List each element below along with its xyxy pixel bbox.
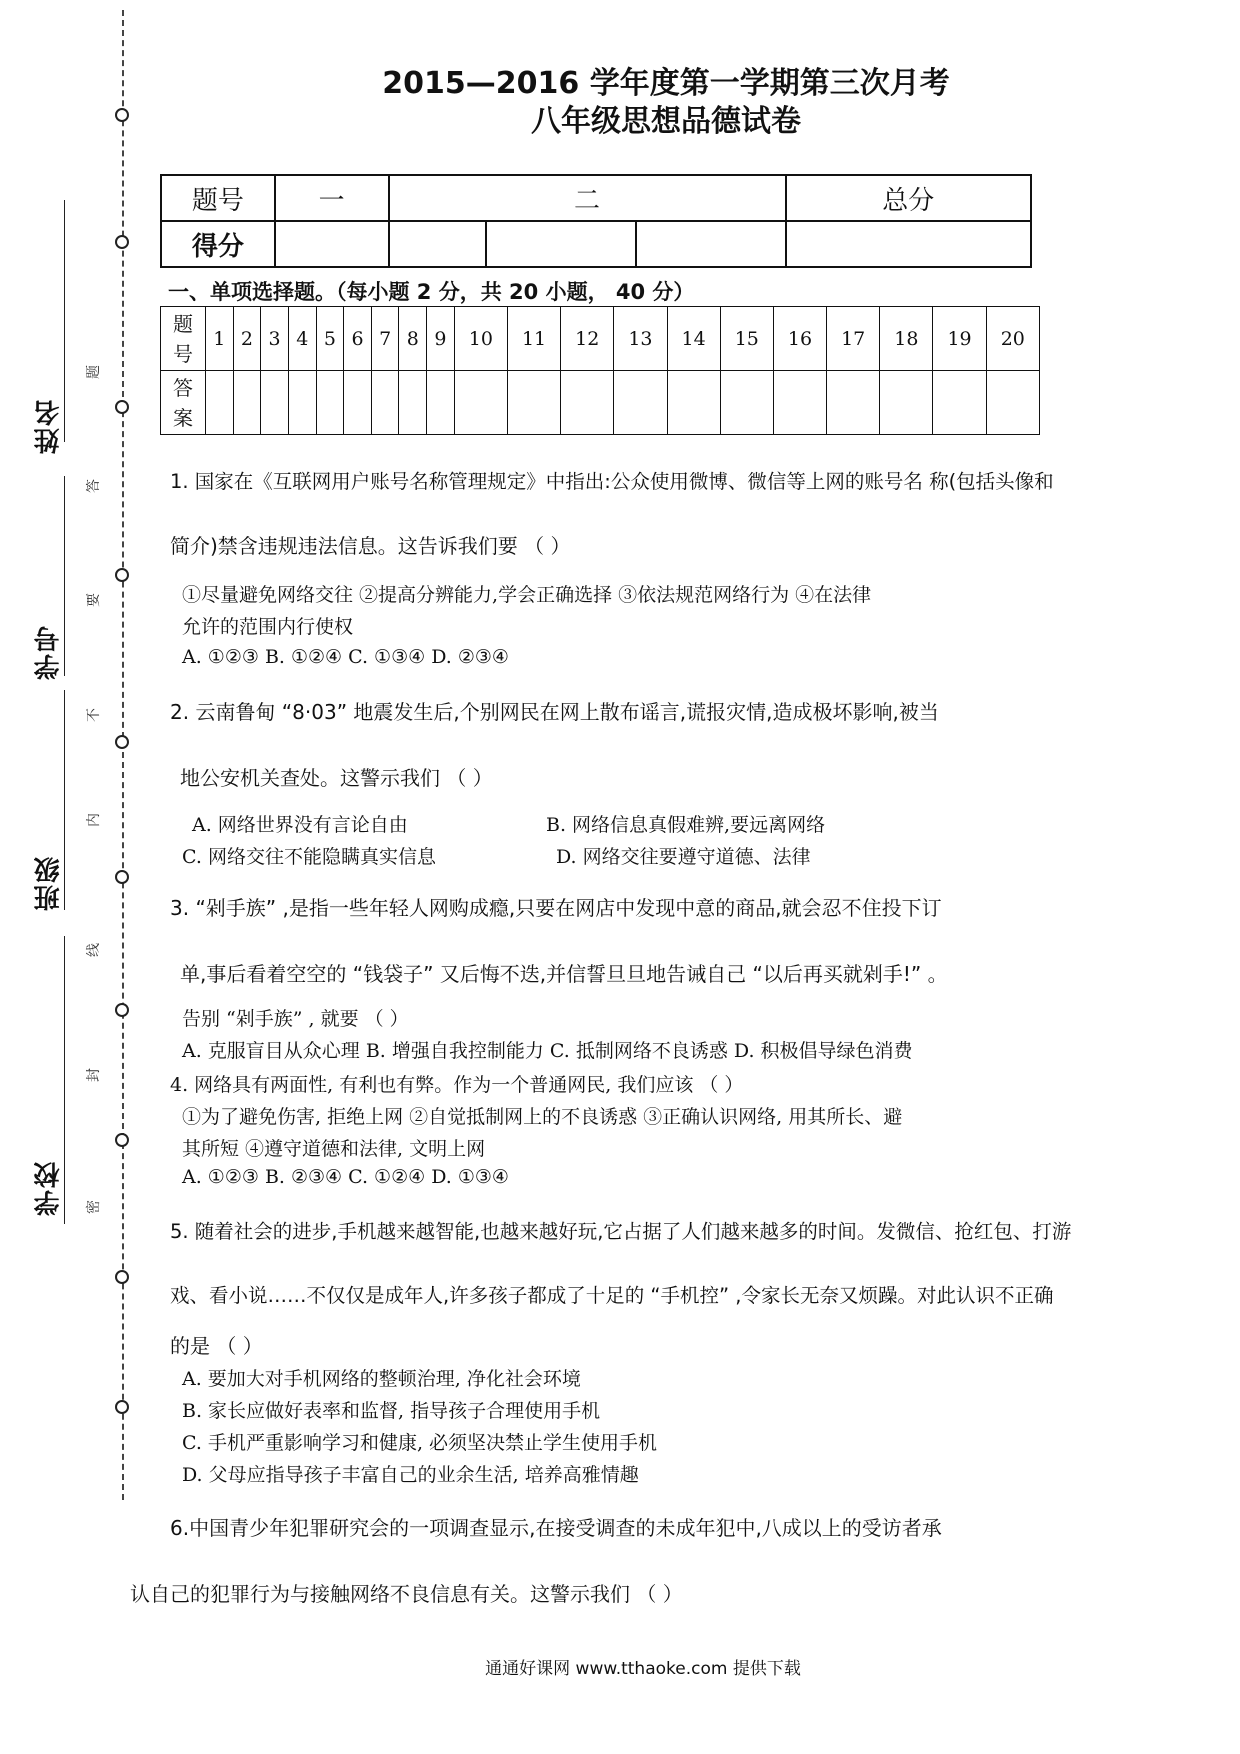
question-4-stem: 4. 网络具有两面性, 有利也有弊。作为一个普通网民, 我们应该 （ ） <box>170 1074 744 1096</box>
question-2-choice-d: D. 网络交往要遵守道德、法律 <box>556 846 811 868</box>
answer-grid-number: 10 <box>454 307 507 371</box>
answer-grid-row-label: 答 案 <box>161 371 206 435</box>
question-3-stem-end: 告别 “剁手族” , 就要 （ ） <box>182 1008 409 1030</box>
answer-grid-number: 18 <box>880 307 933 371</box>
answer-cell[interactable] <box>288 371 316 435</box>
answer-cell[interactable] <box>316 371 344 435</box>
question-4-options-cont: 其所短 ④遵守道德和法律, 文明上网 <box>182 1138 486 1160</box>
score-cell[interactable] <box>636 221 786 267</box>
answer-grid-number: 4 <box>288 307 316 371</box>
answer-cell[interactable] <box>344 371 372 435</box>
answer-cell[interactable] <box>261 371 289 435</box>
school-field-label: 学校 <box>34 1160 64 1216</box>
score-cell[interactable] <box>389 221 487 267</box>
answer-grid-number: 5 <box>316 307 344 371</box>
answer-cell[interactable] <box>427 371 455 435</box>
question-1-options: ①尽量避免网络交往 ②提高分辨能力,学会正确选择 ③依法规范网络行为 ④在法律 <box>182 584 872 606</box>
score-header-part-2: 二 <box>389 175 786 221</box>
question-4-options: ①为了避免伤害, 拒绝上网 ②自觉抵制网上的不良诱惑 ③正确认识网络, 用其所长、避 <box>182 1106 903 1128</box>
answer-cell[interactable] <box>206 371 234 435</box>
score-header-total: 总分 <box>786 175 1031 221</box>
seal-char: 要 <box>86 593 102 607</box>
seal-char: 不 <box>86 708 102 722</box>
answer-grid-row-label: 题 号 <box>161 307 206 371</box>
question-2-choice-a: A. 网络世界没有言论自由 <box>192 814 408 836</box>
binding-hole <box>115 400 129 414</box>
seal-char: 线 <box>86 943 102 957</box>
answer-cell[interactable] <box>773 371 826 435</box>
score-cell[interactable] <box>786 221 1031 267</box>
question-1-stem: 1. 国家在《互联网用户账号名称管理规定》中指出:公众使用微博、微信等上网的账号名 称(包括头像和 <box>170 470 1054 493</box>
question-1-options-cont: 允许的范围内行使权 <box>182 616 354 638</box>
score-header-question-no: 题号 <box>161 175 275 221</box>
exam-subtitle: 八年级思想品德试卷 <box>531 104 801 139</box>
question-2-choice-b: B. 网络信息真假难辨,要远离网络 <box>546 814 826 836</box>
question-5-choice-c: C. 手机严重影响学习和健康, 必须坚决禁止学生使用手机 <box>182 1432 658 1454</box>
answer-cell[interactable] <box>371 371 399 435</box>
exam-title: 2015—2016 学年度第一学期第三次月考 <box>382 66 950 101</box>
question-2-stem-cont: 地公安机关查处。这警示我们 （ ） <box>180 766 493 790</box>
answer-grid <box>160 306 1040 435</box>
question-5-choice-d: D. 父母应指导孩子丰富自己的业余生活, 培养高雅情趣 <box>182 1464 639 1486</box>
score-row-label: 得分 <box>161 221 275 267</box>
binding-hole <box>115 1003 129 1017</box>
answer-grid-number: 2 <box>233 307 261 371</box>
answer-cell[interactable] <box>233 371 261 435</box>
answer-cell[interactable] <box>933 371 986 435</box>
answer-cell[interactable] <box>507 371 560 435</box>
answer-grid-number: 19 <box>933 307 986 371</box>
question-4-choices: A. ①②③ B. ②③④ C. ①②④ D. ①③④ <box>182 1166 509 1188</box>
question-3-stem-cont: 单,事后看着空空的 “钱袋子” 又后悔不迭,并信誓旦旦地告诫自己 “以后再买就剁手!” 。 <box>180 962 948 986</box>
binding-hole <box>115 735 129 749</box>
question-5-stem-cont: 戏、看小说……不仅仅是成年人,许多孩子都成了十足的 “手机控” ,令家长无奈又烦躁。对此认识不正确 <box>170 1284 1054 1307</box>
page-footer: 通通好课网 www.tthaoke.com 提供下载 <box>485 1659 801 1679</box>
question-2-choice-c: C. 网络交往不能隐瞒真实信息 <box>182 846 436 868</box>
answer-grid-number: 6 <box>344 307 372 371</box>
question-1-choices: A. ①②③ B. ①②④ C. ①③④ D. ②③④ <box>182 646 509 668</box>
answer-cell[interactable] <box>880 371 933 435</box>
seal-char: 题 <box>86 365 102 379</box>
answer-cell[interactable] <box>454 371 507 435</box>
section-heading: 一、单项选择题。（每小题 2 分，共 20 小题， 40 分） <box>168 280 695 304</box>
answer-cell[interactable] <box>399 371 427 435</box>
answer-cell[interactable] <box>561 371 614 435</box>
answer-grid-number: 7 <box>371 307 399 371</box>
answer-grid-number: 1 <box>206 307 234 371</box>
question-6-stem-cont: 认自己的犯罪行为与接触网络不良信息有关。这警示我们 （ ） <box>130 1582 683 1606</box>
answer-grid-number: 14 <box>667 307 720 371</box>
answer-cell[interactable] <box>614 371 667 435</box>
seal-char: 密 <box>86 1200 102 1214</box>
binding-hole <box>115 870 129 884</box>
answer-cell[interactable] <box>667 371 720 435</box>
answer-grid-number: 17 <box>827 307 880 371</box>
binding-hole <box>115 235 129 249</box>
name-field-label: 姓名 <box>34 398 64 454</box>
answer-cell[interactable] <box>827 371 880 435</box>
score-table <box>160 174 1032 268</box>
answer-grid-number: 11 <box>507 307 560 371</box>
binding-hole <box>115 1400 129 1414</box>
seal-char: 答 <box>86 479 102 493</box>
question-6-stem: 6.中国青少年犯罪研究会的一项调查显示,在接受调查的未成年犯中,八成以上的受访者承 <box>170 1516 942 1540</box>
student-number-field-label: 学号 <box>34 624 64 680</box>
question-5-choice-a: A. 要加大对手机网络的整顿治理, 净化社会环境 <box>182 1368 581 1390</box>
answer-grid-number: 13 <box>614 307 667 371</box>
answer-grid-number: 3 <box>261 307 289 371</box>
class-field-label: 班级 <box>34 855 64 911</box>
answer-cell[interactable] <box>720 371 773 435</box>
answer-grid-number: 9 <box>427 307 455 371</box>
question-1-stem-cont: 简介)禁含违规违法信息。这告诉我们要 （ ） <box>170 534 571 558</box>
score-cell[interactable] <box>275 221 389 267</box>
question-5-stem-end: 的是 （ ） <box>170 1334 263 1358</box>
answer-grid-number: 8 <box>399 307 427 371</box>
binding-hole <box>115 568 129 582</box>
question-3-choices: A. 克服盲目从众心理 B. 增强自我控制能力 C. 抵制网络不良诱惑 D. 积极倡导绿色消费 <box>182 1040 913 1062</box>
question-3-stem: 3. “剁手族” ,是指一些年轻人网购成瘾,只要在网店中发现中意的商品,就会忍不住投下订 <box>170 896 942 920</box>
answer-grid-number: 12 <box>561 307 614 371</box>
answer-grid-number: 16 <box>773 307 826 371</box>
answer-grid-number: 20 <box>986 307 1039 371</box>
seal-char: 封 <box>86 1068 102 1082</box>
score-cell[interactable] <box>486 221 636 267</box>
question-5-stem: 5. 随着社会的进步,手机越来越智能,也越来越好玩,它占据了人们越来越多的时间。发微信、抢红包、打游 <box>170 1220 1072 1243</box>
question-2-stem: 2. 云南鲁甸 “8·03” 地震发生后,个别网民在网上散布谣言,谎报灾情,造成极坏影响,被当 <box>170 700 939 724</box>
binding-hole <box>115 1270 129 1284</box>
binding-hole <box>115 1133 129 1147</box>
seal-char: 内 <box>86 813 102 827</box>
question-5-choice-b: B. 家长应做好表率和监督, 指导孩子合理使用手机 <box>182 1400 601 1422</box>
answer-grid-number: 15 <box>720 307 773 371</box>
answer-cell[interactable] <box>986 371 1039 435</box>
score-header-part-1: 一 <box>275 175 389 221</box>
